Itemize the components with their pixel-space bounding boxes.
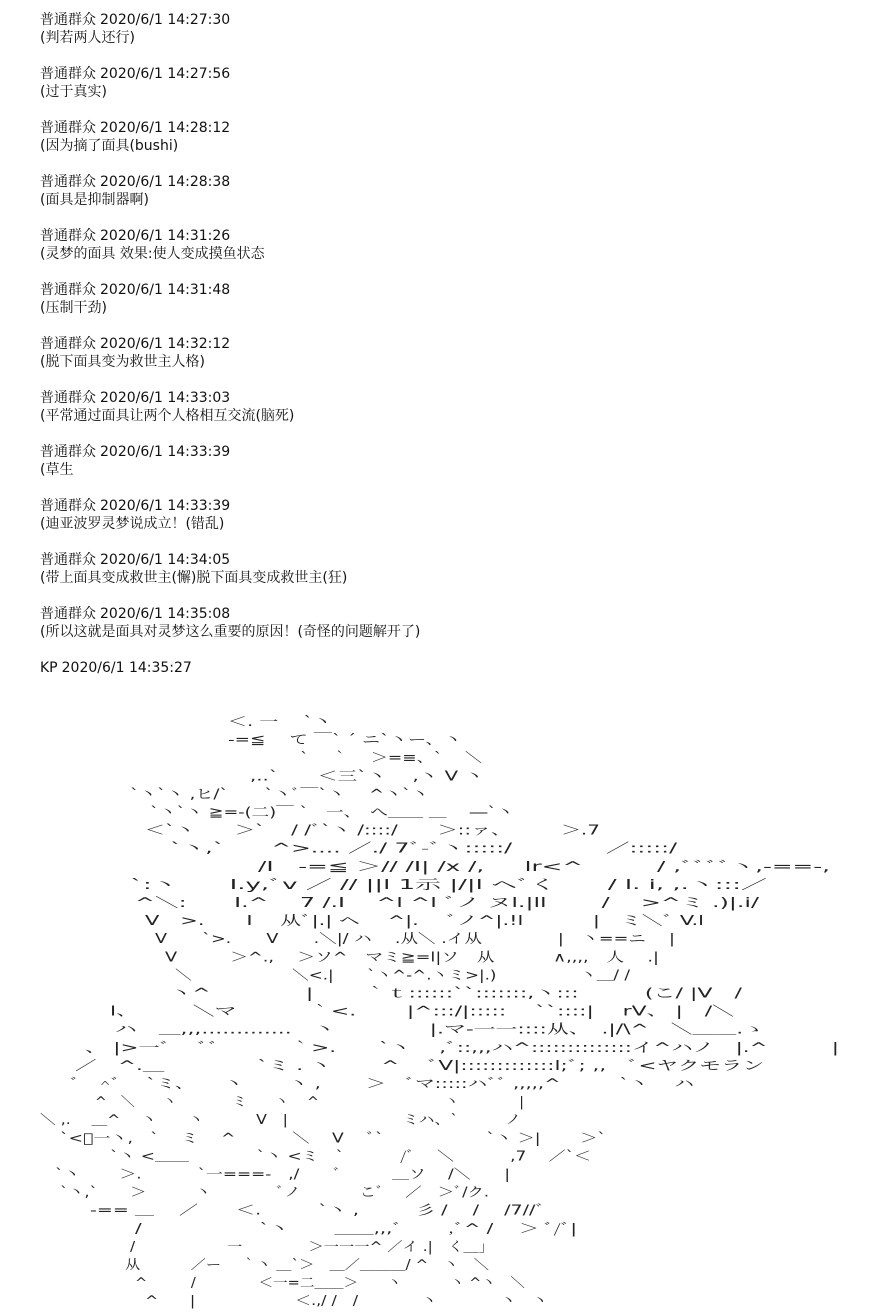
chat-entry [40, 605, 880, 659]
ascii-art-line: /I -=≦ ＞// /I| /x /, lr<^ / ,ﾞﾞﾞﾞ丶,-==-, [258, 859, 830, 875]
ascii-art-line: ^＼: I.^ 7 /.I ^l ^l ﾞノ ヌl.|ll / >^ミ .)|.i/ [135, 896, 761, 911]
ascii-art-line: l、 ＼マ ｀<. |^:::/|::::: ``::::| rV、 | /＼ [110, 1004, 734, 1020]
chat-message-text: (迪亚波罗灵梦说成立！(错乱) [40, 516, 225, 532]
chat-entry [40, 11, 880, 65]
ascii-art-line: 、 |>一ﾞ ﾞﾞ ｀>. `丶 ,ﾞ::,,,ハ^::::::::::::::イ^ハノ |.^ | [85, 1040, 839, 1056]
chat-entry-header [40, 335, 880, 353]
chat-log [40, 11, 880, 659]
chat-author: 普通群众 [40, 390, 96, 406]
chat-message-text: (草生 [40, 462, 74, 478]
chat-author: 普通群众 [40, 498, 96, 514]
chat-entry-header [40, 443, 880, 461]
kp-timestamp: 2020/6/1 14:35:27 [61, 660, 192, 676]
kp-author: KP [40, 660, 58, 676]
ascii-art-line: 从 ／ー ｀丶 ＿`＞ ＿／＿＿＿/ ^ 丶 ＼ [125, 1258, 489, 1273]
chat-author: 普通群众 [40, 336, 96, 352]
chat-entry-header [40, 11, 880, 29]
chat-timestamp: 2020/6/1 14:28:12 [100, 120, 231, 136]
chat-timestamp: 2020/6/1 14:28:38 [100, 174, 231, 190]
kp-header [40, 659, 192, 677]
chat-entry-header [40, 389, 880, 407]
ascii-art-line: / 一 ＞一一一^ ／イ .| く＿」 [130, 1239, 494, 1255]
chat-timestamp: 2020/6/1 14:32:12 [100, 336, 231, 352]
ascii-art-line: 丶^ | ｀ｔ::::::``:::::::,丶::: (こ/ |V / [170, 986, 744, 1002]
chat-entry-header [40, 227, 880, 245]
chat-message-text: (带上面具变成救世主(懈)脱下面具变成救世主(狂) [40, 570, 348, 586]
chat-message-text: (平常通过面具让两个人格相互交流(脑死) [40, 408, 295, 424]
chat-author: 普通群众 [40, 444, 96, 460]
ascii-art-line: ^ | ＜.,/ / / 丶 丶 丶 [145, 1294, 548, 1310]
ascii-art-line: `丶`丶 ,ヒ/` `丶ﾞ￣`丶 ^丶`丶 [130, 787, 429, 803]
chat-entry [40, 227, 880, 281]
chat-timestamp: 2020/6/1 14:31:48 [100, 282, 231, 298]
chat-message-text: (过于真实) [40, 84, 107, 100]
ascii-art-line: V ＞^., ＞ソ^ マミ≧=l|ソ 从 ∧,,,, 人 .| [165, 950, 659, 966]
ascii-art-line: `:丶 I.y,ﾞv ／ // ||l 1示 |/|l ヘﾞく / l. i, ,.丶:::／ [130, 877, 767, 893]
ascii-art-line: `丶 <＿＿ `丶 <ミ ` /ﾞ ＼ ,7 ／`＜ [110, 1149, 591, 1165]
ascii-art-line: V >. I 从ﾞ|.| ヘ ^|. ﾞノ^|.!l | ミ＼ﾞ V.l [145, 914, 704, 930]
chat-message-text: (面具是抑制器啊) [40, 192, 149, 208]
ascii-art-line: `<ﾞ一丶, ` ミ ^ ＼ V ﾞ` `丶 ＞| ＞` [60, 1131, 606, 1147]
chat-entry [40, 443, 880, 497]
ascii-art-line: ^ / ＜一=二＿＿＞ 丶 丶 ^丶 ＼ [135, 1276, 525, 1292]
chat-timestamp: 2020/6/1 14:35:08 [100, 606, 231, 622]
ascii-art-line: / `丶 ＿＿,,,ﾞ ,ﾞ^ / ＞ ﾞ/ﾞ| [135, 1221, 577, 1237]
chat-timestamp: 2020/6/1 14:27:56 [100, 66, 231, 82]
ascii-art-line: V `>. V .＼|/ ハ .从＼ .イ从 | 丶==ニ | [155, 932, 675, 948]
ascii-art-line: -=≦ て ￣` ´ ニ`丶ー、丶 [228, 733, 462, 749]
chat-author: 普通群众 [40, 66, 96, 82]
chat-entry [40, 65, 880, 119]
chat-author: 普通群众 [40, 12, 96, 28]
chat-entry [40, 173, 880, 227]
chat-entry-header [40, 281, 880, 299]
ascii-art-line: ハ ＿,,,............. 丶 |.マ-一一::::从、 .|/\^ ＼＿＿.ゝ [115, 1022, 765, 1038]
chat-timestamp: 2020/6/1 14:33:39 [100, 444, 231, 460]
chat-entry-header [40, 119, 880, 137]
chat-author: 普通群众 [40, 552, 96, 568]
ascii-art-line: ＼ ,. ＿^ 丶 丶 V | ミハ、` ノ [40, 1113, 521, 1129]
ascii-art-line: `丶 ＞. `一===- ,/ ﾞ ＿ソ /＼ | [55, 1167, 510, 1183]
ascii-art-illustration [0, 700, 896, 1313]
chat-entry [40, 119, 880, 173]
ascii-art-line: `丶`丶 ≧=-(二)￣ ` 一、 へ＿＿ ＿ ―`丶 [150, 805, 514, 821]
chat-entry-header [40, 551, 880, 569]
ascii-art-line: ＜`丶 ＞` / /ﾞ`丶 /::::/ ＞::ァ、 ＞.7 [145, 823, 600, 839]
ascii-art-line: ／ ^.＿ `ミ . 丶 ^ ﾞV|:::::::::::::l;ﾞ; ,, ﾞ<ヤクモラン [75, 1058, 764, 1074]
chat-timestamp: 2020/6/1 14:34:05 [100, 552, 231, 568]
ascii-art-line: -== ＿ ／ ＜. `丶 , 彡 / / /7//ﾞ [90, 1203, 545, 1219]
ascii-art-line: ﾞ ^ﾞ `ミ、 丶 丶 , ＞ ﾞマ:::::ハﾞﾞ ,,,,,^ `丶 ハ [70, 1077, 694, 1092]
ascii-art-line: ` ｀ ＞=≡、` ＼ [300, 751, 482, 767]
chat-author: 普通群众 [40, 120, 96, 136]
chat-entry-header [40, 173, 880, 191]
ascii-art-line: ,..` ＜三`丶 ,丶 V 丶 [250, 769, 484, 785]
chat-entry-header [40, 497, 880, 515]
chat-message-text: (压制干劲) [40, 300, 107, 316]
chat-entry [40, 497, 880, 551]
chat-timestamp: 2020/6/1 14:27:30 [100, 12, 231, 28]
chat-entry-header [40, 65, 880, 83]
ascii-art-line: ＜. 一 `丶 [228, 715, 332, 730]
chat-entry [40, 389, 880, 443]
chat-message-text: (因为摘了面具(bushi) [40, 138, 179, 154]
chat-author: 普通群众 [40, 606, 96, 622]
chat-entry [40, 281, 880, 335]
chat-entry [40, 335, 880, 389]
chat-entry [40, 551, 880, 605]
chat-timestamp: 2020/6/1 14:31:26 [100, 228, 231, 244]
chat-timestamp: 2020/6/1 14:33:39 [100, 498, 231, 514]
ascii-art-line: ^ ＼ 丶 ミ 丶 ^ 丶 | [95, 1095, 524, 1111]
ascii-art-line: `丶,` ＞ 丶 ﾞノ こﾞ ／ ＞ﾞ/ク. [60, 1185, 489, 1201]
chat-author: 普通群众 [40, 282, 96, 298]
chat-author: 普通群众 [40, 228, 96, 244]
chat-message-text: (灵梦的面具 效果:使人变成摸鱼状态 [40, 246, 265, 262]
ascii-art-line: `丶,` ^>.... ／./ 7ﾞ-ﾞ丶:::::/ ／:::::/ [170, 841, 679, 857]
chat-author: 普通群众 [40, 174, 96, 190]
chat-message-text: (所以这就是面具对灵梦这么重要的原因！(奇怪的问题解开了) [40, 624, 421, 640]
chat-timestamp: 2020/6/1 14:33:03 [100, 390, 231, 406]
chat-message-text: (脱下面具变为救世主人格) [40, 354, 205, 370]
chat-message-text: (判若两人还行) [40, 30, 135, 46]
ascii-art-line: ＼ ＼<.| `丶^-^.丶ミ>|.) 丶＿/ / [175, 968, 631, 984]
chat-entry-header [40, 605, 880, 623]
